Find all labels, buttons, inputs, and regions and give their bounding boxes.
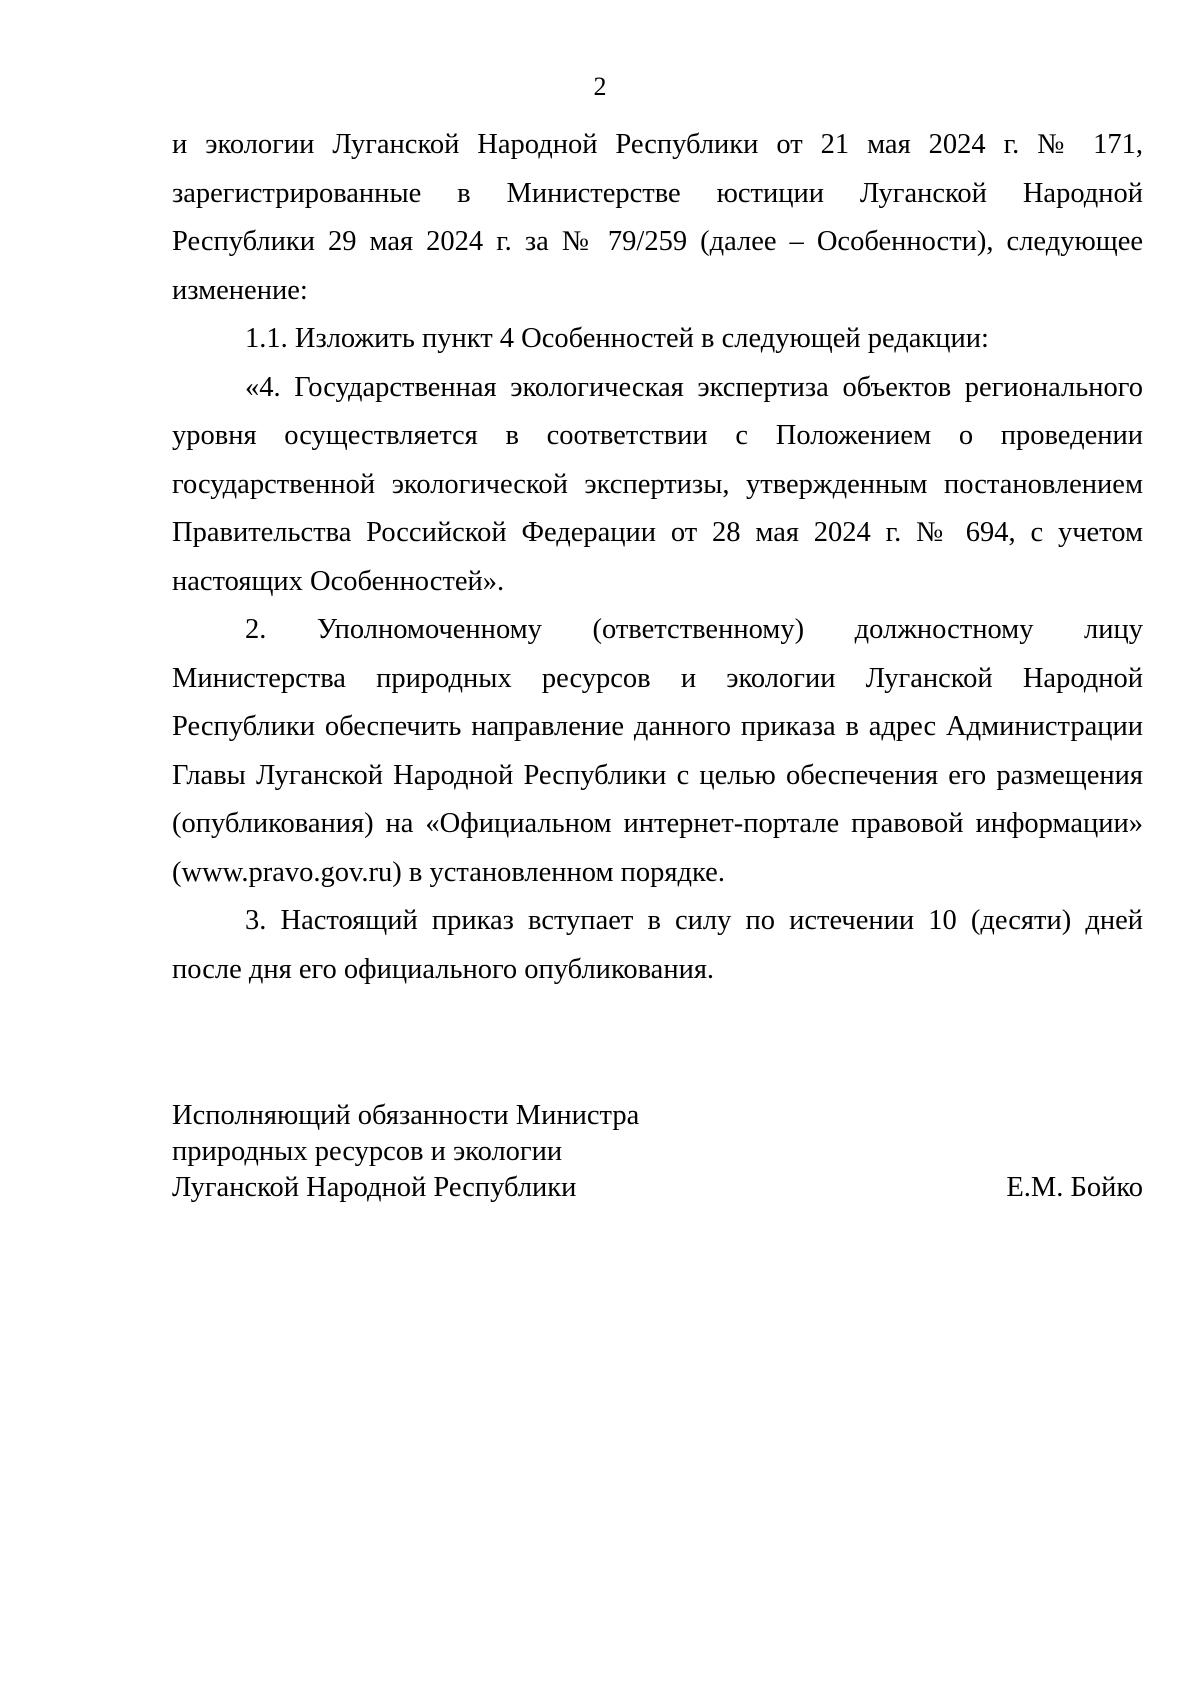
signatory-position-line-2: природных ресурсов и экологии [172, 1136, 563, 1167]
signature-block [172, 1098, 1143, 1206]
page-number: 2 [593, 72, 607, 101]
signatory-position-line-1: Исполняющий обязанности Министра [172, 1100, 640, 1131]
paragraph-item-3: 3. Настоящий приказ вступает в силу по истечении 10 (десяти) дней после дня его официального опубликования. [172, 905, 1143, 985]
paragraph-continuation: и экологии Луганской Народной Республики от 21 мая 2024 г. № 171, зарегистрированные в Министерстве юстиции Луганской Народной Республики 29 мая 2024 г. за № 79/259 (далее – Особенности), следующее изменение: [172, 129, 1143, 306]
document-body [172, 121, 1143, 994]
paragraph-item-1-1: 1.1. Изложить пункт 4 Особенностей в следующей редакции: [245, 323, 989, 354]
paragraph-quoted-item-4: «4. Государственная экологическая экспертиза объектов регионального уровня осуществляется в соответствии с Положением о проведении государственной экологической экспертизы, утвержденным постановлением Правительства Российской Федерации от 28 мая 2024 г. № 694, с учетом настоящих Особенностей». [172, 371, 1143, 597]
signatory-name: Е.М. Бойко [1006, 1172, 1143, 1203]
signatory-position-line-3: Луганской Народной Республики [172, 1172, 577, 1203]
paragraph-item-2: 2. Уполномоченному (ответственному) должностному лицу Министерства природных ресурсов и экологии Луганской Народной Республики обеспечить направление данного приказа в адрес Администрации Главы Луганской Народной Республики с целью обеспечения его размещения (опубликования) на «Официальном интернет-портале правовой информации» (www.pravo.gov.ru) в установленном порядке. [172, 614, 1143, 888]
